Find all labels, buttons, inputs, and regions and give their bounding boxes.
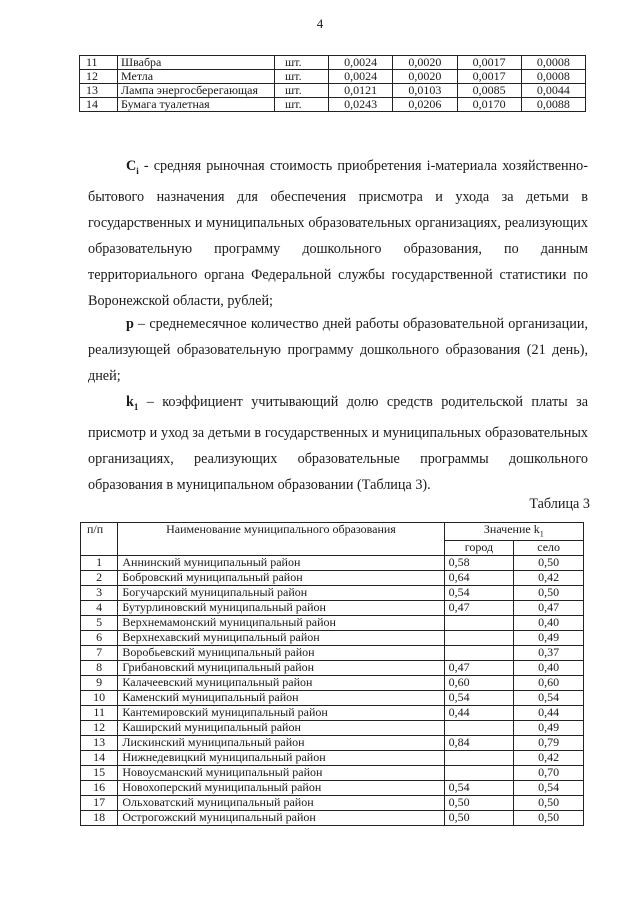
table-row <box>81 736 584 751</box>
cell-v3: 0,0017 <box>457 70 521 84</box>
cell-name: Острогожский муниципальный район <box>118 811 444 826</box>
cell-city: 0,54 <box>444 691 514 706</box>
cell-v3: 0,0017 <box>457 56 521 70</box>
cell-num: 12 <box>81 721 118 736</box>
cell-name: Бобровский муниципальный район <box>118 571 444 586</box>
cell-num: 5 <box>81 616 118 631</box>
cell-name: Бумага туалетная <box>118 98 275 112</box>
paragraph-k1 <box>88 389 588 498</box>
cell-n: 13 <box>80 84 118 98</box>
k1-text: – коэффициент учитывающий долю средств родительской платы за присмотр и уход за детьми в государственных и муниципальных образовательных организациях, реализующих образовательные программы дошкольного образования в муниципальном образовании (Таблица 3). <box>88 394 588 493</box>
cell-city <box>444 646 514 661</box>
cell-city: 0,50 <box>444 811 514 826</box>
cell-name: Лискинский муниципальный район <box>118 736 444 751</box>
ci-symbol: $C_i$ <box>126 158 139 176</box>
table-row <box>81 571 584 586</box>
cell-v2: 0,0206 <box>393 98 457 112</box>
cell-city: 0,58 <box>444 556 514 571</box>
cell-village: 0,44 <box>514 706 584 721</box>
table-row <box>81 781 584 796</box>
cell-village: 0,42 <box>514 571 584 586</box>
cell-unit: шт. <box>275 84 329 98</box>
cell-village: 0,50 <box>514 811 584 826</box>
table-row <box>80 70 586 84</box>
table-row <box>81 766 584 781</box>
cell-v1: 0,0121 <box>329 84 393 98</box>
table-row <box>81 751 584 766</box>
municipal-k1-table <box>80 522 584 826</box>
cell-num: 18 <box>81 811 118 826</box>
cell-city: 0,47 <box>444 601 514 616</box>
cell-name: Кантемировский муниципальный район <box>118 706 444 721</box>
cell-village: 0,50 <box>514 586 584 601</box>
table-row <box>81 661 584 676</box>
cell-n: 14 <box>80 98 118 112</box>
cell-name: Новоусманский муниципальный район <box>118 766 444 781</box>
table-row <box>80 98 586 112</box>
cell-city <box>444 766 514 781</box>
table-row <box>81 796 584 811</box>
cell-num: 7 <box>81 646 118 661</box>
cell-city: 0,50 <box>444 796 514 811</box>
cell-v1: 0,0024 <box>329 70 393 84</box>
cell-n: 12 <box>80 70 118 84</box>
table-row <box>81 586 584 601</box>
paragraph-ci <box>88 153 588 314</box>
p-symbol: p <box>126 316 134 332</box>
cell-city <box>444 631 514 646</box>
cell-v4: 0,0088 <box>521 98 585 112</box>
cell-n: 11 <box>80 56 118 70</box>
table3-caption: Таблица 3 <box>529 496 590 512</box>
cell-city: 0,54 <box>444 781 514 796</box>
cell-village: 0,40 <box>514 616 584 631</box>
header-village: село <box>514 541 584 556</box>
cell-v4: 0,0044 <box>521 84 585 98</box>
cell-village: 0,70 <box>514 766 584 781</box>
table-row <box>81 631 584 646</box>
cell-unit: шт. <box>275 98 329 112</box>
header-name: Наименование муниципального образования <box>118 523 444 556</box>
k1-symbol: $k_1$ <box>126 394 139 412</box>
cell-village: 0,40 <box>514 661 584 676</box>
cell-name: Каширский муниципальный район <box>118 721 444 736</box>
cell-v2: 0,0020 <box>393 70 457 84</box>
header-value: Значение $k_1$ <box>444 523 583 541</box>
cell-name: Лампа энергосберегающая <box>118 84 275 98</box>
cell-v3: 0,0085 <box>457 84 521 98</box>
cell-v4: 0,0008 <box>521 56 585 70</box>
cell-village: 0,79 <box>514 736 584 751</box>
cell-num: 6 <box>81 631 118 646</box>
cell-city: 0,44 <box>444 706 514 721</box>
p-text: – среднемесячное количество дней работы образовательной организации, реализующей образовательную программу дошкольного образования (21 день), дней; <box>88 316 588 384</box>
cell-name: Нижнедевицкий муниципальный район <box>118 751 444 766</box>
cell-name: Бутурлиновский муниципальный район <box>118 601 444 616</box>
cell-name: Грибановский муниципальный район <box>118 661 444 676</box>
cell-num: 17 <box>81 796 118 811</box>
cell-name: Аннинский муниципальный район <box>118 556 444 571</box>
cell-village: 0,42 <box>514 751 584 766</box>
cell-village: 0,60 <box>514 676 584 691</box>
cell-name: Метла <box>118 70 275 84</box>
cell-city: 0,64 <box>444 571 514 586</box>
cell-name: Ольховатский муниципальный район <box>118 796 444 811</box>
cell-v3: 0,0170 <box>457 98 521 112</box>
cell-unit: шт. <box>275 56 329 70</box>
cell-num: 14 <box>81 751 118 766</box>
cell-village: 0,54 <box>514 781 584 796</box>
cell-unit: шт. <box>275 70 329 84</box>
cell-name: Каменский муниципальный район <box>118 691 444 706</box>
header-city: город <box>444 541 514 556</box>
cell-num: 4 <box>81 601 118 616</box>
cell-village: 0,50 <box>514 796 584 811</box>
cell-num: 2 <box>81 571 118 586</box>
cell-name: Новохоперский муниципальный район <box>118 781 444 796</box>
table-row <box>81 601 584 616</box>
header-num: п/п <box>81 523 118 556</box>
cell-name: Богучарский муниципальный район <box>118 586 444 601</box>
table-row <box>81 556 584 571</box>
cell-village: 0,37 <box>514 646 584 661</box>
cell-city: 0,84 <box>444 736 514 751</box>
cell-v1: 0,0024 <box>329 56 393 70</box>
table-row <box>81 706 584 721</box>
cell-village: 0,50 <box>514 556 584 571</box>
cell-v1: 0,0243 <box>329 98 393 112</box>
paragraph-p <box>88 311 588 389</box>
cell-village: 0,49 <box>514 631 584 646</box>
cell-name: Верхнехавский муниципальный район <box>118 631 444 646</box>
cell-city: 0,54 <box>444 586 514 601</box>
cell-v2: 0,0020 <box>393 56 457 70</box>
cell-num: 11 <box>81 706 118 721</box>
table-row <box>81 721 584 736</box>
table-row <box>81 811 584 826</box>
page-number: 4 <box>316 16 324 31</box>
cell-village: 0,47 <box>514 601 584 616</box>
cell-num: 13 <box>81 736 118 751</box>
table-row <box>81 646 584 661</box>
cell-name: Швабра <box>118 56 275 70</box>
table-row <box>80 84 586 98</box>
cell-village: 0,54 <box>514 691 584 706</box>
cell-city <box>444 751 514 766</box>
cell-name: Воробьевский муниципальный район <box>118 646 444 661</box>
cell-city <box>444 721 514 736</box>
cell-v4: 0,0008 <box>521 70 585 84</box>
cell-num: 8 <box>81 661 118 676</box>
cell-num: 9 <box>81 676 118 691</box>
cell-name: Калачеевский муниципальный район <box>118 676 444 691</box>
cell-city: 0,60 <box>444 676 514 691</box>
materials-table <box>79 55 586 112</box>
table-row <box>81 691 584 706</box>
cell-city: 0,47 <box>444 661 514 676</box>
cell-village: 0,49 <box>514 721 584 736</box>
table3-header-row <box>81 523 584 541</box>
cell-city <box>444 616 514 631</box>
cell-num: 10 <box>81 691 118 706</box>
cell-num: 1 <box>81 556 118 571</box>
cell-num: 15 <box>81 766 118 781</box>
cell-v2: 0,0103 <box>393 84 457 98</box>
cell-num: 16 <box>81 781 118 796</box>
table-row <box>81 616 584 631</box>
cell-num: 3 <box>81 586 118 601</box>
table-row <box>80 56 586 70</box>
cell-name: Верхнемамонский муниципальный район <box>118 616 444 631</box>
table-row <box>81 676 584 691</box>
ci-text: - средняя рыночная стоимость приобретения i-материала хозяйственно-бытового назначения для обеспечения присмотра и ухода за детьми в государственных и муниципальных образовательных организациях, реализующих образовательную программу дошкольного образования, по данным территориального органа Федеральной службы государственной статистики по Воронежской области, рублей; <box>88 158 588 309</box>
